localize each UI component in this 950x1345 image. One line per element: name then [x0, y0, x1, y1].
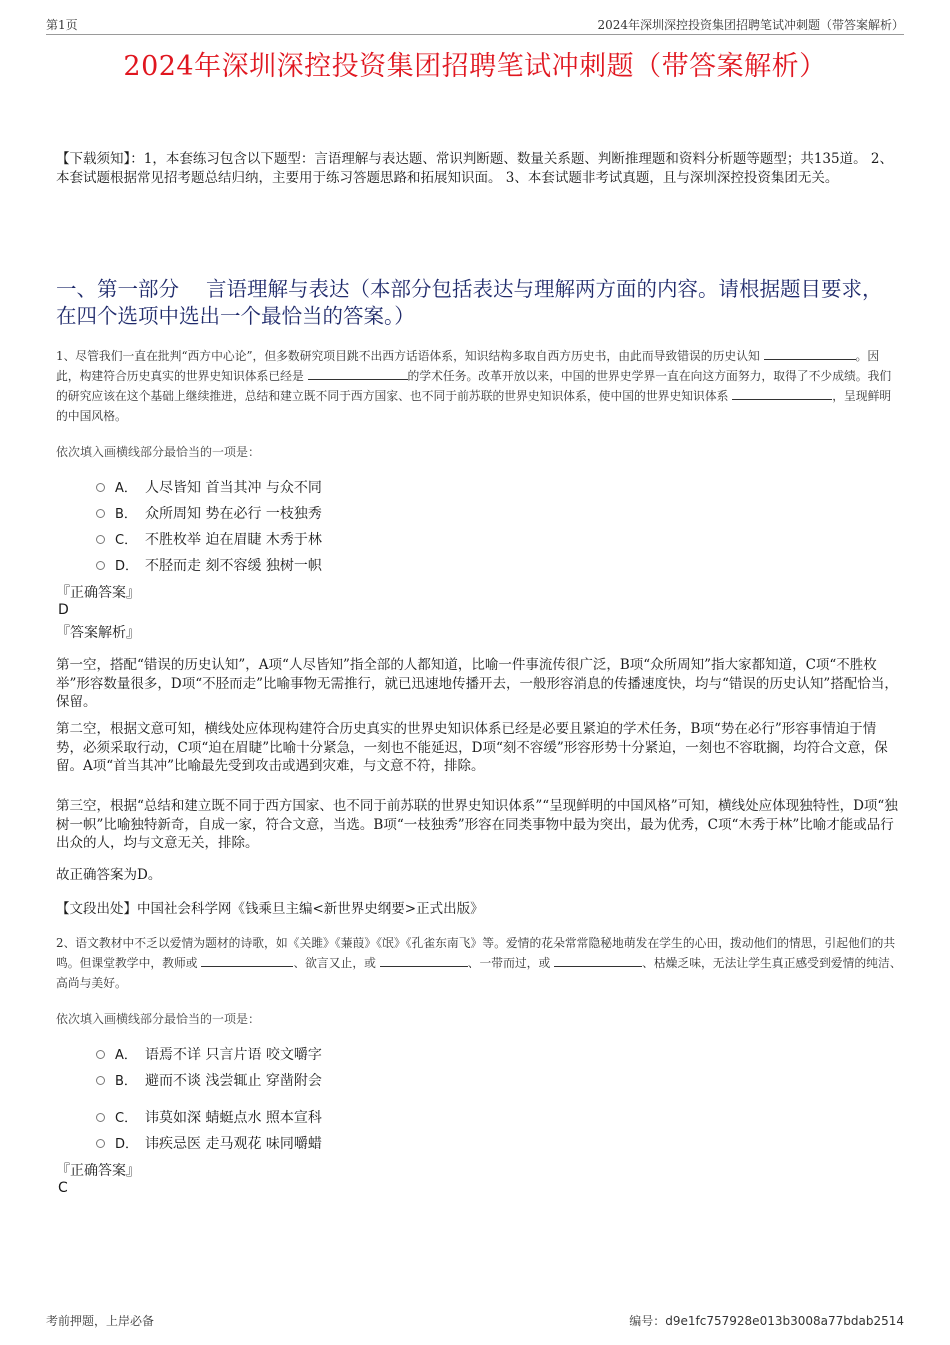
question-2-blank-2: [380, 953, 468, 967]
page-number: 第1页: [46, 18, 78, 32]
question-1-analysis-label: 『答案解析』: [56, 625, 140, 641]
footer-code-value: d9e1fc757928e013b3008a77bdab2514: [665, 1314, 904, 1328]
question-1-blank-3: [732, 386, 832, 400]
question-1-conclusion: 故正确答案为D。: [56, 867, 162, 883]
question-2-stem: [56, 933, 902, 993]
radio-icon[interactable]: [96, 1113, 105, 1122]
section-heading: 一、第一部分 言语理解与表达（本部分包括表达与理解两方面的内容。请根据题目要求，在四个选项中选出一个最恰当的答案。）: [56, 277, 883, 328]
question-1-option-d[interactable]: D． 不胫而走 刻不容缓 独树一帜: [96, 555, 322, 575]
question-2-answer-label: 『正确答案』: [56, 1163, 140, 1179]
radio-icon[interactable]: [96, 535, 105, 544]
download-notice: 【下载须知】：1，本套练习包含以下题型：言语理解与表达题、常识判断题、数量关系题、判断推理题和资料分析题等题型；共135道。 2、本套试题根据常见招考题总结归纳，主要用于练习答题思路和拓展知识面。 3、本套试题非考试真题，且与深圳深控投资集团无关。: [56, 151, 893, 186]
radio-icon[interactable]: [96, 1139, 105, 1148]
question-1-analysis-3: 第三空，根据“总结和建立既不同于西方国家、也不同于前苏联的世界史知识体系”“呈现鲜明的中国风格”可知，横线处应体现独特性，D项“独树一帜”比喻独特新奇，自成一家，符合文意，当选。B项“一枝独秀”形容在同类事物中最为突出，最为优秀，C项“木秀于林”比喻才能或品行出众的人，均与文意无关，排除。: [56, 798, 898, 851]
question-2-option-a[interactable]: A． 语焉不详 只言片语 咬文嚼字: [96, 1044, 322, 1064]
question-2-prompt: 依次填入画横线部分最恰当的一项是：: [56, 1012, 261, 1026]
question-2-blank-1: [201, 953, 293, 967]
radio-icon[interactable]: [96, 1050, 105, 1059]
radio-icon[interactable]: [96, 1076, 105, 1085]
question-1-text-1: 1、尽管我们一直在批判“西方中心论”，但多数研究项目跳不出西方话语体系，知识结构多取自西方历史书，由此而导致错误的历史认知: [56, 349, 760, 363]
question-1-blank-1: [764, 346, 856, 360]
question-1-blank-2: [308, 366, 408, 380]
page-header: [46, 14, 904, 35]
page-footer: [46, 1312, 904, 1329]
question-1-source: 【文段出处】中国社会科学网《钱乘旦主编<新世界史纲要>正式出版》: [56, 901, 484, 917]
question-1-text-3: 的学术任务。改革开放以来，中国的世界史学界一直在向这方面努力，取得了不少成绩。我们的研究应该在这个基础上继续推进，总结和建立既不同于西方国家、也不同于前苏联的世界史知识体系，使中国的世界史知识体系: [56, 369, 892, 403]
radio-icon[interactable]: [96, 509, 105, 518]
question-1-stem: [56, 346, 902, 426]
question-1-option-a[interactable]: A． 人尽皆知 首当其冲 与众不同: [96, 477, 322, 497]
radio-icon[interactable]: [96, 483, 105, 492]
question-1-answer: D: [58, 602, 69, 618]
question-1-option-c[interactable]: C． 不胜枚举 迫在眉睫 木秀于林: [96, 529, 322, 549]
question-2-text-3: 、一带而过，或: [467, 956, 551, 970]
question-1-analysis-1: 第一空，搭配“错误的历史认知”，A项“人尽皆知”指全部的人都知道，比喻一件事流传很广泛，B项“众所周知”指大家都知道，C项“不胜枚举”形容数量很多，D项“不胫而走”比喻事物无需推行，就已迅速地传播开去，一般形容消息的传播速度快，均与“错误的历史认知”搭配恰当，保留。: [56, 657, 898, 710]
question-1-prompt: 依次填入画横线部分最恰当的一项是：: [56, 445, 261, 459]
question-1-answer-label: 『正确答案』: [56, 585, 140, 601]
question-2-text-1: 2、语文教材中不乏以爱情为题材的诗歌，如《关雎》《蒹葭》《氓》《孔雀东南飞》等。爱情的花朵常常隐秘地萌发在学生的心田，拨动他们的情思，引起他们的共鸣。但课堂教学中，教师或: [56, 936, 896, 970]
question-1-text-4: ，呈现鲜明的中国风格。: [56, 389, 892, 423]
footer-slogan: 考前押题，上岸必备: [46, 1314, 155, 1328]
question-2-option-b[interactable]: B． 避而不谈 浅尝辄止 穿凿附会: [96, 1070, 322, 1090]
question-2-option-d[interactable]: D． 讳疾忌医 走马观花 味同嚼蜡: [96, 1133, 322, 1153]
radio-icon[interactable]: [96, 561, 105, 570]
header-doc-title: 2024年深圳深控投资集团招聘笔试冲刺题（带答案解析）: [597, 18, 904, 32]
footer-code: [629, 1312, 904, 1329]
footer-code-label: 编号：: [629, 1314, 666, 1328]
question-2-blank-3: [554, 953, 642, 967]
question-1-analysis-2: 第二空，根据文意可知，横线处应体现构建符合历史真实的世界史知识体系已经是必要且紧迫的学术任务，B项“势在必行”形容事情迫于情势，必须采取行动，C项“迫在眉睫”比喻十分紧急，一刻也不能延迟，D项“刻不容缓”形容形势十分紧迫，一刻也不容耽搁，均符合文意，保留。A项“首当其冲”比喻最先受到攻击或遇到灾难，与文意不符，排除。: [56, 721, 888, 774]
question-1-text-2: 。因此，构建符合历史真实的世界史知识体系已经是: [56, 349, 880, 383]
question-2-text-4: 、枯燥乏味，无法让学生真正感受到爱情的纯洁、高尚与美好。: [56, 956, 902, 990]
question-2-option-c[interactable]: C． 讳莫如深 蜻蜓点水 照本宣科: [96, 1107, 322, 1127]
question-2-answer: C: [58, 1180, 68, 1196]
question-2-text-2: 、欲言又止，或: [293, 956, 376, 970]
question-1-option-b[interactable]: B． 众所周知 势在必行 一枝独秀: [96, 503, 322, 523]
document-title: 2024年深圳深控投资集团招聘笔试冲刺题（带答案解析）: [123, 51, 827, 82]
